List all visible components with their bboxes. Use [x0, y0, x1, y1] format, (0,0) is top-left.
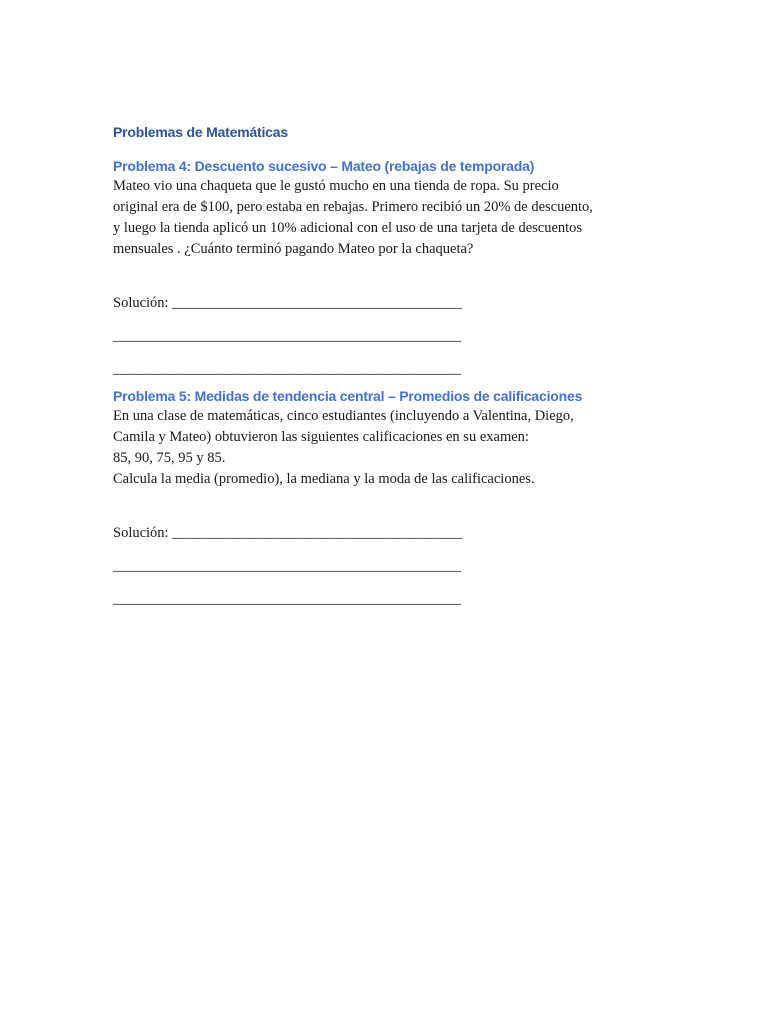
problem-4-blank-line-1: ________________________________________________ — [113, 328, 461, 344]
problem-5-body: En una clase de matemáticas, cinco estudiantes (incluyendo a Valentina, Diego, Camila y Mateo) obtuvieron las siguientes calificaciones en su examen: 85, 90, 75, 95 y 85. Calcula la media (promedio), la mediana y la moda de las calificaciones. — [113, 408, 574, 487]
document-title: Problemas de Matemáticas — [113, 124, 288, 140]
problem-5-section — [113, 386, 658, 610]
problem-4-section — [113, 156, 658, 380]
problem-4-heading: Problema 4: Descuento sucesivo – Mateo (rebajas de temporada) — [113, 158, 535, 174]
problem-5-heading: Problema 5: Medidas de tendencia central – Promedios de calificaciones — [113, 388, 583, 404]
problem-5-blank-line-2: ________________________________________________ — [113, 591, 461, 607]
problem-5-solution-label: Solución: ________________________________________ — [113, 525, 463, 541]
problem-4-solution-label: Solución: ________________________________________ — [113, 295, 463, 311]
problem-4-body: Mateo vio una chaqueta que le gustó mucho en una tienda de ropa. Su precio original era de $100, pero estaba en rebajas. Primero recibió un 20% de descuento, y luego la tienda aplicó un 10% adicional con el uso de una tarjeta de descuentos mensuales . ¿Cuánto terminó pagando Mateo por la chaqueta? — [113, 178, 593, 257]
problem-5-solution — [113, 523, 658, 610]
problem-5-blank-line-1: ________________________________________________ — [113, 558, 461, 574]
document-page — [113, 122, 658, 610]
problem-4-solution — [113, 293, 658, 380]
problem-4-blank-line-2: ________________________________________________ — [113, 361, 461, 377]
